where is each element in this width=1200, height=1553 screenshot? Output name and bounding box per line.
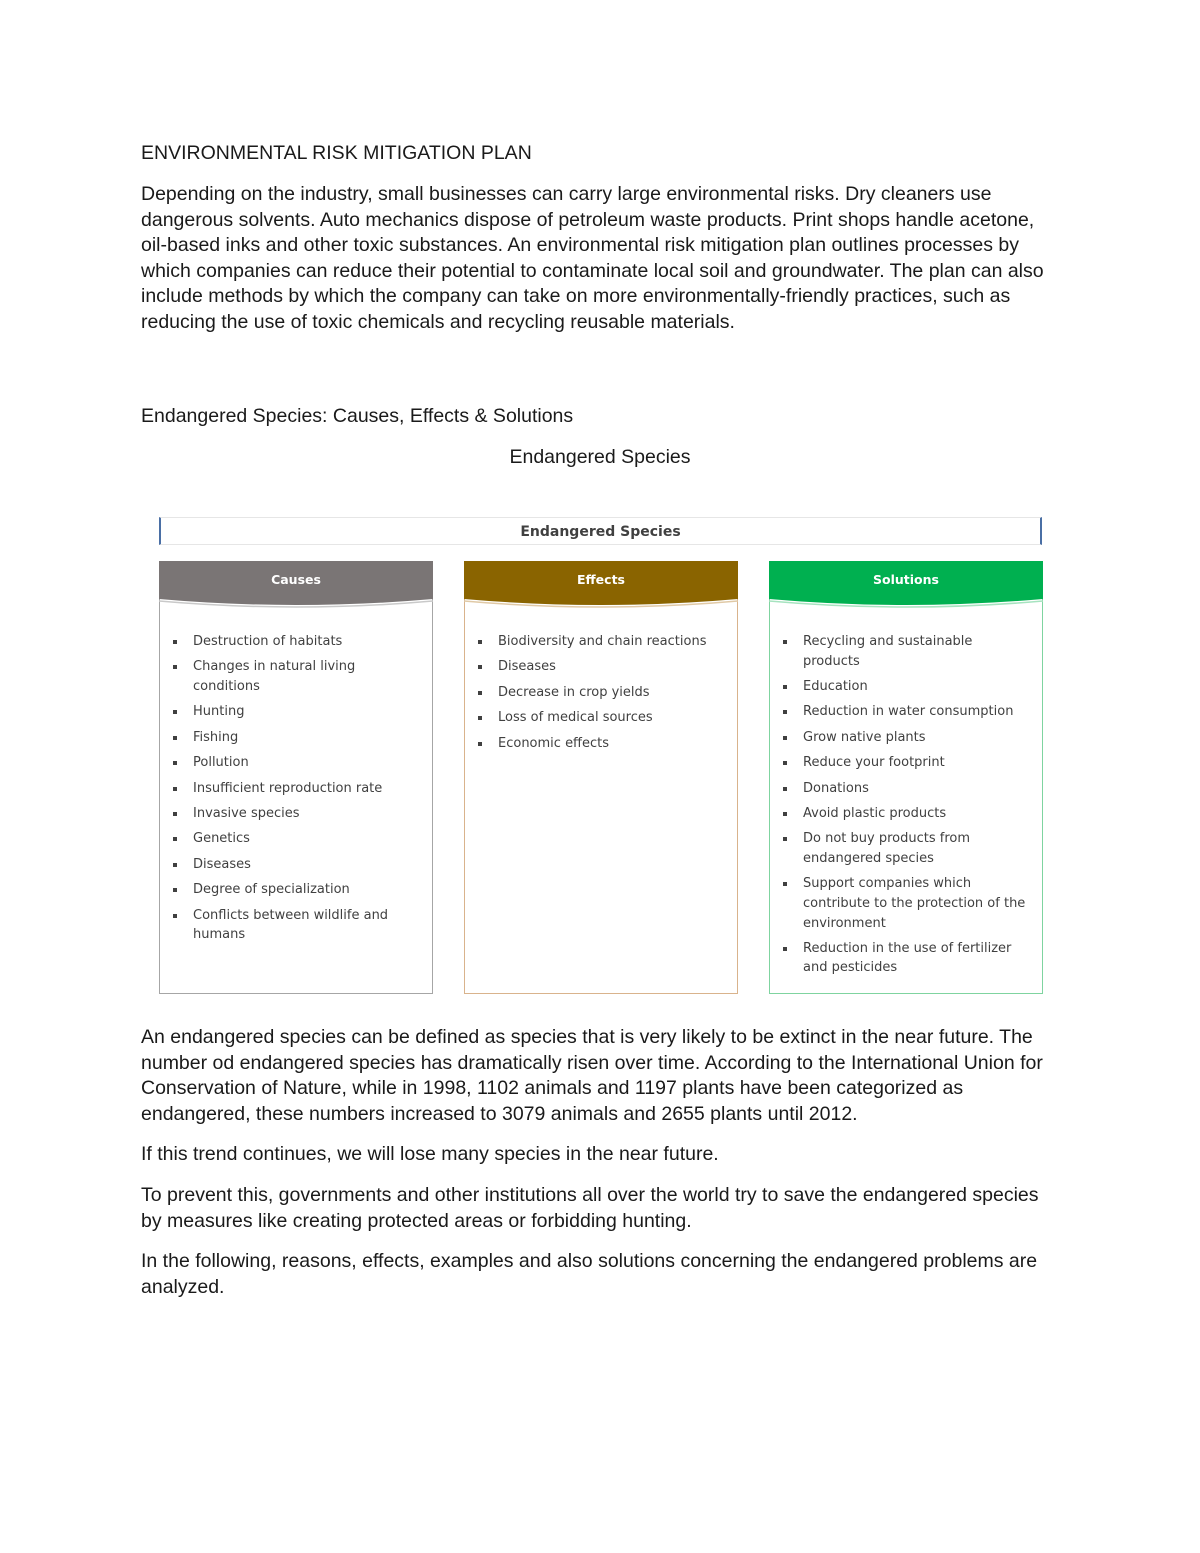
list-item: Decrease in crop yields — [476, 683, 726, 703]
list-item: Support companies which contribute to the protection of the environment — [781, 874, 1031, 933]
effects-column — [464, 561, 738, 994]
list-item: Biodiversity and chain reactions — [476, 632, 726, 652]
solutions-list — [781, 632, 1031, 984]
spacer — [141, 351, 1061, 403]
list-item: Degree of specialization — [171, 880, 421, 900]
list-item: Fishing — [171, 728, 421, 748]
list-item: Avoid plastic products — [781, 804, 1031, 824]
causes-heading: Causes — [159, 561, 433, 595]
body-paragraph: If this trend continues, we will lose many species in the near future. — [141, 1143, 719, 1166]
list-item: Donations — [781, 779, 1031, 799]
list-item: Diseases — [476, 657, 726, 677]
list-item: Grow native plants — [781, 728, 1031, 748]
list-item: Education — [781, 677, 1031, 697]
body-paragraph: An endangered species can be defined as species that is very likely to be extinct in the near future. The number od endangered species has dramatically risen over time. According to the International Union for Conservation of Nature, while in 1998, 1102 animals and 1197 plants have been categorized as endangered, these numbers increased to 3079 animals and 2655 plants until 2012. — [141, 1026, 1043, 1125]
list-item: Reduction in water consumption — [781, 702, 1031, 722]
diagram-header: Endangered Species — [159, 517, 1042, 545]
endangered-species-diagram — [159, 517, 1044, 995]
intro-paragraph: Depending on the industry, small businesses can carry large environmental risks. Dry cleaners use dangerous solvents. Auto mechanics dispose of petroleum waste products. Print shops handle acetone, oil-based inks and other toxic substances. An environmental risk mitigation plan outlines processes by which companies can reduce their potential to contaminate local soil and groundwater. The plan can also include methods by which the company can take on more environmentally-friendly practices, such as reducing the use of toxic chemicals and recycling reusable materials. — [141, 183, 1044, 333]
list-item: Pollution — [171, 753, 421, 773]
list-item: Genetics — [171, 829, 421, 849]
document-title: ENVIRONMENTAL RISK MITIGATION PLAN — [141, 142, 532, 164]
solutions-swoosh — [769, 595, 1043, 609]
effects-swoosh — [464, 595, 738, 609]
list-item: Changes in natural living conditions — [171, 657, 421, 696]
list-item: Hunting — [171, 702, 421, 722]
effects-heading: Effects — [464, 561, 738, 595]
causes-column — [159, 561, 433, 994]
figure-caption: Endangered Species — [509, 445, 691, 468]
list-item: Recycling and sustainable products — [781, 632, 1031, 671]
list-item: Insufficient reproduction rate — [171, 779, 421, 799]
causes-swoosh — [159, 595, 433, 609]
solutions-heading: Solutions — [769, 561, 1043, 595]
list-item: Diseases — [171, 855, 421, 875]
solutions-column — [769, 561, 1043, 994]
list-item: Destruction of habitats — [171, 632, 421, 652]
list-item: Reduction in the use of fertilizer and pesticides — [781, 939, 1031, 978]
section-title: Endangered Species: Causes, Effects & Solutions — [141, 404, 574, 427]
body-paragraph: In the following, reasons, effects, examples and also solutions concerning the endangered problems are analyzed. — [141, 1250, 1038, 1298]
effects-list — [476, 632, 726, 759]
list-item: Conflicts between wildlife and humans — [171, 906, 421, 945]
list-item: Loss of medical sources — [476, 708, 726, 728]
list-item: Invasive species — [171, 804, 421, 824]
list-item: Economic effects — [476, 734, 726, 754]
document-top — [141, 140, 1061, 470]
causes-list — [171, 632, 421, 950]
body-paragraph: To prevent this, governments and other institutions all over the world try to save the endangered species by measures like creating protected areas or forbidding hunting. — [141, 1183, 1039, 1232]
body-text — [141, 1025, 1061, 1315]
list-item: Reduce your footprint — [781, 753, 1031, 773]
list-item: Do not buy products from endangered species — [781, 829, 1031, 868]
